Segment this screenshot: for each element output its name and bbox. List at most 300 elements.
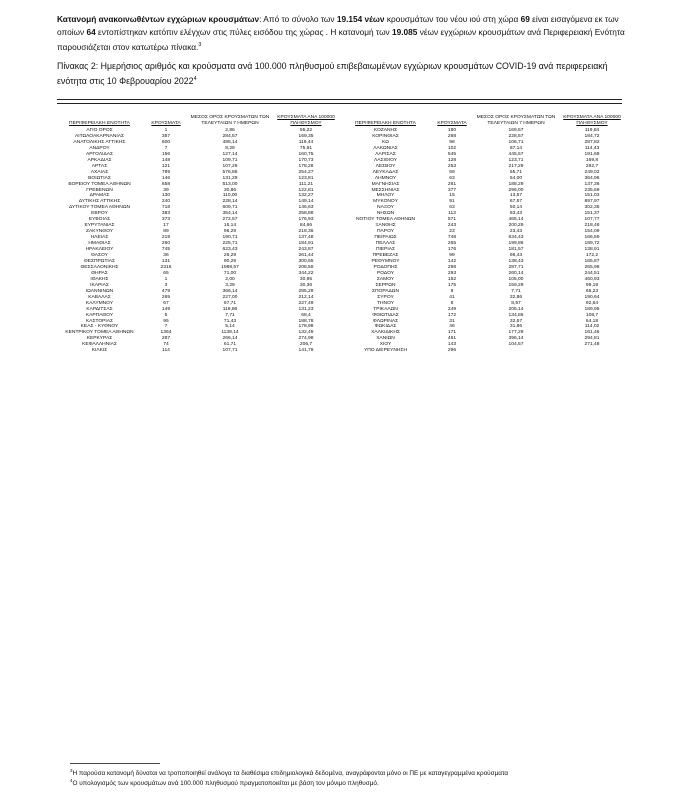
cell-avg: 200,29 <box>508 223 524 229</box>
footnote-text: Ο υπολογισμός των κρουσμάτων ανά 100.000 πληθυσμού πραγματοποιείται με βάση τον μόνιμο πληθυσμό. <box>72 780 379 788</box>
cell-per100k: 300,55 <box>298 258 314 264</box>
cell-avg: 71,00 <box>223 270 237 276</box>
cell-unit: ΤΗΝΟΥ <box>377 300 394 306</box>
cell-avg: 118,86 <box>222 306 238 312</box>
cell-unit: ΘΑΣΟΥ <box>91 253 108 259</box>
cell-unit: ΑΧΑΪΑΣ <box>90 169 109 175</box>
cell-per100k: 146,63 <box>298 205 314 211</box>
cell-unit: ΤΡΙΚΑΛΩΝ <box>373 306 398 312</box>
cell-per100k: 137,48 <box>298 235 314 241</box>
cell-cases: 296 <box>447 348 457 354</box>
intro-paragraph <box>57 13 627 54</box>
cell-avg: 266,14 <box>222 336 238 342</box>
cell-cases: 146 <box>161 175 171 181</box>
cell-unit: ΓΡΕΒΕΝΩΝ <box>86 187 113 193</box>
cell-cases: 789 <box>161 169 171 175</box>
cell-unit: ΣΠΟΡΑΔΩΝ <box>372 288 399 294</box>
cell-unit: ΔΥΤΙΚΗΣ ΑΤΤΙΚΗΣ <box>78 199 121 205</box>
cell-per100k: 285,29 <box>298 288 314 294</box>
cell-per100k: 172,2 <box>585 253 599 259</box>
footnote-ref: 4 <box>193 76 197 82</box>
cell-per100k: 161,46 <box>584 330 600 336</box>
cell-avg <box>476 348 556 354</box>
cell-per100k: 189,95 <box>584 306 600 312</box>
cell-cases: 142 <box>447 258 457 264</box>
cell-cases: 377 <box>447 187 457 193</box>
cell-unit: ΖΑΚΥΝΘΟΥ <box>85 229 114 235</box>
table-caption <box>57 60 627 88</box>
cell-unit: ΦΩΚΙΔΑΣ <box>374 324 397 330</box>
cell-unit: ΕΥΒΟΙΑΣ <box>88 217 111 223</box>
cell-per100k: 184,91 <box>298 241 314 247</box>
cell-avg: 96,43 <box>509 253 523 259</box>
cell-unit: ΚΩ <box>382 139 389 145</box>
cell-unit: ΛΕΣΒΟΥ <box>375 163 396 169</box>
cell-per100k: 249,02 <box>584 169 600 175</box>
cell-cases: 3 <box>164 282 168 288</box>
cell-avg: 354,14 <box>222 211 238 217</box>
cell-avg: 2,86 <box>225 128 235 133</box>
intro-border: 64 <box>86 27 96 37</box>
cell-per100k: 294,81 <box>584 336 600 342</box>
cell-unit: ΝΑΞΟΥ <box>377 205 394 211</box>
cell-unit: ΛΗΜΝΟΥ <box>374 175 397 181</box>
cell-avg: 396,14 <box>508 336 524 342</box>
table-header <box>343 109 628 126</box>
cell-cases: 461 <box>447 336 457 342</box>
cell-cases: 59 <box>449 169 455 175</box>
cell-avg: 1988,57 <box>221 264 239 270</box>
footnote-ref: 3 <box>198 42 202 48</box>
intro-domestic: 19.085 <box>392 27 418 37</box>
cell-unit: ΚΟΖΑΝΗΣ <box>373 128 398 133</box>
cell-unit: ΣΥΡΟΥ <box>377 294 394 300</box>
cell-cases: 1364 <box>160 330 172 336</box>
cell-cases: 15 <box>449 193 455 199</box>
header-unit: ΠΕΡΙΦΕΡΕΙΑΚΗ ΕΝΟΤΗΤΑ <box>355 120 416 126</box>
cell-unit: ΑΡΚΑΔΙΑΣ <box>87 157 112 163</box>
cell-cases: 293 <box>447 270 457 276</box>
cell-per100k: 208,59 <box>298 264 314 270</box>
intro-text: εντοπίστηκαν κατόπιν ελέγχων στις πύλες εισόδου της χώρας . Η κατανομή των <box>95 27 393 37</box>
cell-cases: 114 <box>162 348 170 354</box>
cell-unit: ΧΑΝΙΩΝ <box>376 336 395 342</box>
table-top-rule <box>57 103 622 104</box>
cell-unit: ΝΟΤΙΟΥ ΤΟΜΕΑ ΑΘΗΝΩΝ <box>355 217 416 223</box>
cell-per100k: 65,23 <box>585 288 599 294</box>
cell-per100k: 111,21 <box>298 181 314 187</box>
cell-cases: 383 <box>161 211 171 217</box>
cell-cases: 545 <box>447 151 457 157</box>
cell-cases: 180 <box>447 128 457 133</box>
cell-avg: 138,43 <box>508 258 524 264</box>
cell-unit: ΠΙΕΡΙΑΣ <box>375 247 396 253</box>
cell-unit: ΗΜΑΘΙΑΣ <box>88 241 111 247</box>
cell-unit: ΞΑΝΘΗΣ <box>375 223 396 229</box>
cell-per100k: 123,81 <box>298 175 314 181</box>
cell-cases: 172 <box>447 312 457 318</box>
cell-per100k: 154,09 <box>584 229 600 235</box>
cell-per100k: 92,64 <box>585 300 599 306</box>
cell-cases: 74 <box>163 342 169 348</box>
cell-per100k: 243,87 <box>298 247 314 253</box>
cell-per100k: 132,49 <box>298 330 314 336</box>
cell-per100k: 132,27 <box>298 193 314 199</box>
cell-avg: 131,29 <box>222 175 238 181</box>
cell-per100k: 189,72 <box>584 241 600 247</box>
cell-unit: ΚΕΝΤΡΙΚΟΥ ΤΟΜΕΑ ΑΘΗΝΩΝ <box>65 330 134 336</box>
table-row <box>343 348 628 354</box>
cell-unit: ΡΟΔΟΠΗΣ <box>373 264 398 270</box>
cell-cases: 243 <box>447 223 457 229</box>
cell-avg: 23,43 <box>509 229 523 235</box>
intro-lead: Κατανομή ανακοινωθέντων εγχώριων κρουσμάτων <box>57 14 260 24</box>
cell-avg: 190,71 <box>222 235 238 241</box>
cell-avg: 188,29 <box>508 181 524 187</box>
cell-per100k: 119,44 <box>298 139 314 145</box>
cell-cases: 260 <box>161 241 171 247</box>
cell-avg: 296,00 <box>508 187 524 193</box>
cell-cases: 571 <box>447 217 457 223</box>
cell-avg: 199,86 <box>508 241 524 247</box>
cell-avg: 30,86 <box>223 187 237 193</box>
cell-per100k: 131,23 <box>298 306 314 312</box>
intro-text: : Από το σύνολο των <box>259 14 337 24</box>
cell-avg: 445,57 <box>508 151 524 157</box>
cell-unit: ΧΑΛΚΙΔΙΚΗΣ <box>371 330 400 336</box>
cell-per100k: 460,93 <box>584 276 600 282</box>
cell-avg: 227,00 <box>222 294 238 300</box>
cell-unit: ΚΑΒΑΛΑΣ <box>88 294 111 300</box>
cell-per100k: 108,7 <box>585 312 599 318</box>
cell-avg: 228,14 <box>222 199 238 205</box>
cell-cases: 175 <box>447 282 457 288</box>
cell-unit: ΛΑΣΙΘΙΟΥ <box>374 157 397 163</box>
cell-cases: 658 <box>161 181 171 187</box>
cell-cases: 152 <box>447 276 457 282</box>
cell-per100k: 64,18 <box>585 318 599 324</box>
cell-cases: 7 <box>164 145 168 151</box>
cell-per100k: 75,91 <box>299 145 313 151</box>
footnote-number: 3 <box>70 768 73 773</box>
cell-avg: 15,14 <box>223 223 237 229</box>
cell-per100k: 191,68 <box>584 151 600 157</box>
cell-unit: ΚΑΛΥΜΝΟΥ <box>85 300 114 306</box>
cell-unit: ΣΑΜΟΥ <box>376 276 395 282</box>
cell-cases: 63 <box>449 205 455 211</box>
cell-cases: 102 <box>447 145 457 151</box>
cell-avg: 623,43 <box>222 247 238 253</box>
cell-cases: 357 <box>161 133 171 139</box>
cell-unit: ΠΑΡΟΥ <box>377 229 394 235</box>
cell-cases: 130 <box>161 193 171 199</box>
cell-unit: ΘΕΣΣΑΛΟΝΙΚΗΣ <box>80 264 119 270</box>
cell-per100k: 344,22 <box>298 270 314 276</box>
cell-avg: 107,71 <box>222 348 238 354</box>
cell-avg: 513,00 <box>222 181 238 187</box>
cell-per100k: 178,26 <box>298 163 314 169</box>
cell-cases: 99 <box>449 253 455 259</box>
cell-avg: 50,14 <box>509 205 523 211</box>
cell-avg: 181,57 <box>508 247 524 253</box>
cell-cases: 718 <box>161 205 171 211</box>
cell-per100k: 261,44 <box>298 253 314 259</box>
cell-avg: 67,57 <box>509 199 523 205</box>
footnote-4 <box>70 777 379 788</box>
cell-cases: 171 <box>447 330 457 336</box>
cell-unit: ΚΙΛΚΙΣ <box>91 348 108 354</box>
cell-per100k: 218,48 <box>584 223 600 229</box>
cell-cases: 8 <box>450 300 454 306</box>
cell-per100k: 364,96 <box>584 175 600 181</box>
cell-avg: 8,29 <box>225 145 235 151</box>
cell-cases: 121 <box>161 163 171 169</box>
cell-cases: 17 <box>163 223 169 229</box>
cell-avg: 106,71 <box>508 139 524 145</box>
cell-avg: 104,57 <box>508 342 524 348</box>
cell-per100k: 265,98 <box>584 264 600 270</box>
cell-cases: 91 <box>449 199 455 205</box>
cell-avg: 31,86 <box>509 324 523 330</box>
cell-avg: 83,43 <box>509 211 523 217</box>
cell-avg: 217,29 <box>508 163 524 169</box>
intro-text: είναι εισαγόμενα εκ των οποίων <box>57 14 619 37</box>
cell-per100k: 190,64 <box>584 294 600 300</box>
cell-cases: 287 <box>161 336 171 342</box>
cell-per100k: 138,91 <box>584 247 600 253</box>
cell-cases: 41 <box>449 294 455 300</box>
cell-unit: ΣΕΡΡΩΝ <box>375 282 396 288</box>
cell-avg: 32,57 <box>509 318 523 324</box>
cell-unit: ΡΕΘΥΜΝΟΥ <box>371 258 400 264</box>
cell-avg: 465,14 <box>508 217 524 223</box>
cell-cases: 113 <box>448 211 456 217</box>
table-body <box>57 128 342 354</box>
cell-per100k: 184,72 <box>584 133 600 139</box>
cell-unit: ΠΕΛΛΑΣ <box>375 241 396 247</box>
table-header <box>57 109 342 126</box>
cell-avg: 634,43 <box>508 235 524 241</box>
cell-per100k: 122,81 <box>298 187 314 193</box>
cell-per100k: 30,95 <box>299 276 313 282</box>
cell-per100k: 206,7 <box>299 342 313 348</box>
cell-avg: 127,14 <box>222 151 238 157</box>
cell-per100k: 188,78 <box>298 318 314 324</box>
cell-unit: ΜΕΣΣΗΝΙΑΣ <box>371 187 400 193</box>
cell-per100k: 271,48 <box>584 342 600 348</box>
cell-per100k: 114,02 <box>584 324 600 330</box>
cell-per100k: 302,35 <box>584 205 600 211</box>
cell-cases: 261 <box>447 181 457 187</box>
cell-unit: ΜΥΚΟΝΟΥ <box>373 199 398 205</box>
cell-per100k: 287,82 <box>584 139 600 145</box>
table-row <box>57 348 342 354</box>
cell-cases: 149 <box>161 306 171 312</box>
header-cases: ΚΡΟΥΣΜΑΤΑ <box>437 120 467 126</box>
cell-avg: 8,57 <box>511 300 521 306</box>
cell-avg: 13,57 <box>509 193 523 199</box>
cell-avg: 71,43 <box>223 318 237 324</box>
cell-unit: ΦΛΩΡΙΝΑΣ <box>372 318 399 324</box>
cell-avg: 67,71 <box>223 300 237 306</box>
cell-unit: ΚΑΡΔΙΤΣΑΣ <box>86 306 113 312</box>
intro-imported: 69 <box>520 14 530 24</box>
cell-unit: ΔΥΤΙΚΟΥ ΤΟΜΕΑ ΑΘΗΝΩΝ <box>68 205 131 211</box>
cell-per100k: 176,93 <box>298 217 314 223</box>
footnote-rule <box>70 763 160 764</box>
cell-per100k: 258,88 <box>298 211 314 217</box>
intro-text: νέων εγχώριων κρουσμάτων ανά Περιφερειακή Ενότητα παρουσιάζεται στον κατωτέρω πίνακα. <box>57 27 625 52</box>
cell-cases: 600 <box>161 139 171 145</box>
header-per100k: ΚΡΟΥΣΜΑΤΑ ΑΝΑ 100000 ΠΛΗΘΥΣΜΟΥ <box>563 115 621 126</box>
cell-per100k: 84,66 <box>299 223 313 229</box>
table-top-rule <box>57 99 622 100</box>
cell-per100k: 160,75 <box>298 151 314 157</box>
cell-per100k: 149,14 <box>298 199 314 205</box>
cell-per100k: 119,84 <box>584 128 600 133</box>
cell-avg: 169,57 <box>508 128 524 133</box>
cell-avg: 90,29 <box>223 258 237 264</box>
cell-unit: ΑΝΑΤΟΛΙΚΗΣ ΑΤΤΙΚΗΣ <box>73 139 126 145</box>
cell-cases: 23 <box>449 229 455 235</box>
cell-cases: 46 <box>449 324 455 330</box>
cell-per100k: 169,8 <box>585 157 599 163</box>
cell-avg: 287,71 <box>508 264 524 270</box>
cell-per100k <box>556 348 628 354</box>
footnote-number: 4 <box>70 778 73 783</box>
cell-cases: 249 <box>447 306 457 312</box>
cell-unit: ΠΡΕΒΕΖΑΣ <box>372 253 399 259</box>
cell-avg: 609,71 <box>222 205 238 211</box>
table-body <box>343 128 628 354</box>
cell-cases: 143 <box>447 342 457 348</box>
cell-unit: ΠΕΙΡΑΙΩΣ <box>374 235 397 241</box>
cell-unit: ΙΘΑΚΗΣ <box>90 276 109 282</box>
cell-per100k: 169,35 <box>298 133 314 139</box>
cell-unit: ΔΡΑΜΑΣ <box>89 193 110 199</box>
cell-avg: 205,14 <box>508 306 524 312</box>
cell-per100k: 178,98 <box>298 324 314 330</box>
cell-cases: 265 <box>161 294 171 300</box>
cell-cases: 128 <box>447 157 457 163</box>
cell-avg: 366,14 <box>222 288 238 294</box>
cell-unit: ΑΡΓΟΛΙΔΑΣ <box>85 151 114 157</box>
header-unit: ΠΕΡΙΦΕΡΕΙΑΚΗ ΕΝΟΤΗΤΑ <box>69 120 130 126</box>
cell-per100k: 141,76 <box>298 348 314 354</box>
cell-avg: 576,86 <box>222 169 238 175</box>
cell-unit: ΑΓΙΟ ΟΡΟΣ <box>86 128 113 133</box>
cell-per100k: 212,14 <box>298 294 314 300</box>
cell-unit: ΘΕΣΠΡΩΤΙΑΣ <box>83 258 116 264</box>
cell-avg: 32,86 <box>509 294 523 300</box>
cell-unit: ΜΑΓΝΗΣΙΑΣ <box>371 181 400 187</box>
caption-text: Πίνακας 2: Ημερήσιος αριθμός και κρούσματα ανά 100.000 πληθυσμού επιβεβαιωμένων εγχώριων κρουσμάτων COVID-19 ανά περιφερειακή ενότητα στις 10 Φεβρουαρίου 2022 <box>57 61 608 86</box>
cell-unit: ΛΕΥΚΑΔΑΣ <box>372 169 399 175</box>
cell-cases: 240 <box>161 199 171 205</box>
table-right-column <box>343 109 628 354</box>
cell-cases: 745 <box>161 247 171 253</box>
cell-unit: ΘΗΡΑΣ <box>91 270 108 276</box>
cell-unit: ΛΑΡΙΣΑΣ <box>375 151 396 157</box>
cell-unit: ΒΟΡΕΙΟΥ ΤΟΜΕΑ ΑΘΗΝΩΝ <box>68 181 131 187</box>
header-avg: ΜΕΣΟΣ ΟΡΟΣ ΚΡΟΥΣΜΑΤΩΝ ΤΩΝ ΤΕΛΕΥΤΑΙΩΝ 7 ΗΜΕΡΩΝ <box>190 115 270 126</box>
cell-unit: ΚΕΡΚΥΡΑΣ <box>86 336 113 342</box>
cell-cases: 5 <box>164 312 168 318</box>
cell-avg: 225,71 <box>222 241 238 247</box>
cell-cases: 65 <box>163 270 169 276</box>
cell-cases: 253 <box>447 163 457 169</box>
cell-unit: ΝΗΣΩΝ <box>376 211 395 217</box>
cell-cases: 268 <box>447 133 457 139</box>
intro-text: κρουσμάτων του νέου ιού στη χώρα <box>384 14 521 24</box>
header-avg: ΜΕΣΟΣ ΟΡΟΣ ΚΡΟΥΣΜΑΤΩΝ ΤΩΝ ΤΕΛΕΥΤΑΙΩΝ 7 ΗΜΕΡΩΝ <box>476 115 556 126</box>
cell-per100k: 218,36 <box>298 229 314 235</box>
cell-avg: 272,57 <box>222 217 238 223</box>
cell-avg: 284,57 <box>222 133 238 139</box>
header-per100k: ΚΡΟΥΣΜΑΤΑ ΑΝΑ 100000 ΠΛΗΘΥΣΜΟΥ <box>277 115 335 126</box>
cell-avg: 159,29 <box>508 282 524 288</box>
cell-unit: ΗΛΕΙΑΣ <box>90 235 109 241</box>
cell-per100k: 68,4 <box>301 312 311 318</box>
cell-cases: 98 <box>449 139 455 145</box>
cell-avg: 495,14 <box>222 139 238 145</box>
cell-cases: 2316 <box>160 264 172 270</box>
cell-cases: 219 <box>161 235 171 241</box>
cell-avg: 177,29 <box>508 330 524 336</box>
cell-unit: ΙΩΑΝΝΙΝΩΝ <box>85 288 114 294</box>
cell-avg: 1138,14 <box>221 330 239 336</box>
cell-avg: 54,00 <box>509 175 523 181</box>
cell-per100k: 274,98 <box>298 336 314 342</box>
cell-avg: 96,29 <box>223 229 237 235</box>
cell-unit: ΕΒΡΟΥ <box>91 211 108 217</box>
cell-unit: ΒΟΙΩΤΙΑΣ <box>88 175 111 181</box>
cell-per100k: 107,77 <box>584 217 600 223</box>
cell-cases: 1 <box>164 276 168 282</box>
cell-per100k: 99,19 <box>585 282 599 288</box>
cell-avg: 61,71 <box>223 342 237 348</box>
cell-avg: 123,71 <box>508 157 524 163</box>
cell-unit: ΚΕΦΑΛΛΗΝΙΑΣ <box>82 342 117 348</box>
cell-avg: 5,14 <box>225 324 235 330</box>
cell-avg: 55,71 <box>509 169 523 175</box>
cell-unit: ΛΑΚΩΝΙΑΣ <box>373 145 398 151</box>
cell-avg: 110,00 <box>222 193 238 199</box>
cell-unit: ΙΚΑΡΙΑΣ <box>90 282 109 288</box>
cell-unit: ΗΡΑΚΛΕΙΟΥ <box>85 247 114 253</box>
cell-unit: ΚΑΣΤΟΡΙΑΣ <box>85 318 114 324</box>
cell-per100k: 30,36 <box>299 282 313 288</box>
header-cases: ΚΡΟΥΣΜΑΤΑ <box>151 120 181 126</box>
cell-cases: 89 <box>163 229 169 235</box>
cell-cases: 479 <box>161 288 171 294</box>
cell-cases: 63 <box>449 175 455 181</box>
cell-unit: ΚΑΡΠΑΘΟΥ <box>85 312 114 318</box>
cell-avg: 228,57 <box>508 133 524 139</box>
table-left-column <box>57 109 342 354</box>
cell-per100k: 137,36 <box>584 181 600 187</box>
cell-unit: ΡΟΔΟΥ <box>376 270 395 276</box>
cell-cases: 95 <box>163 318 169 324</box>
cell-avg: 2,00 <box>225 276 235 282</box>
cell-cases: 67 <box>163 300 169 306</box>
cell-unit: ΜΗΛΟΥ <box>376 193 395 199</box>
cell-avg: 109,71 <box>222 157 238 163</box>
intro-new-cases: 19.154 νέων <box>336 14 385 24</box>
cell-cases: 373 <box>161 217 171 223</box>
cell-per100k: 151,37 <box>584 211 600 217</box>
cell-avg: 87,14 <box>509 145 523 151</box>
